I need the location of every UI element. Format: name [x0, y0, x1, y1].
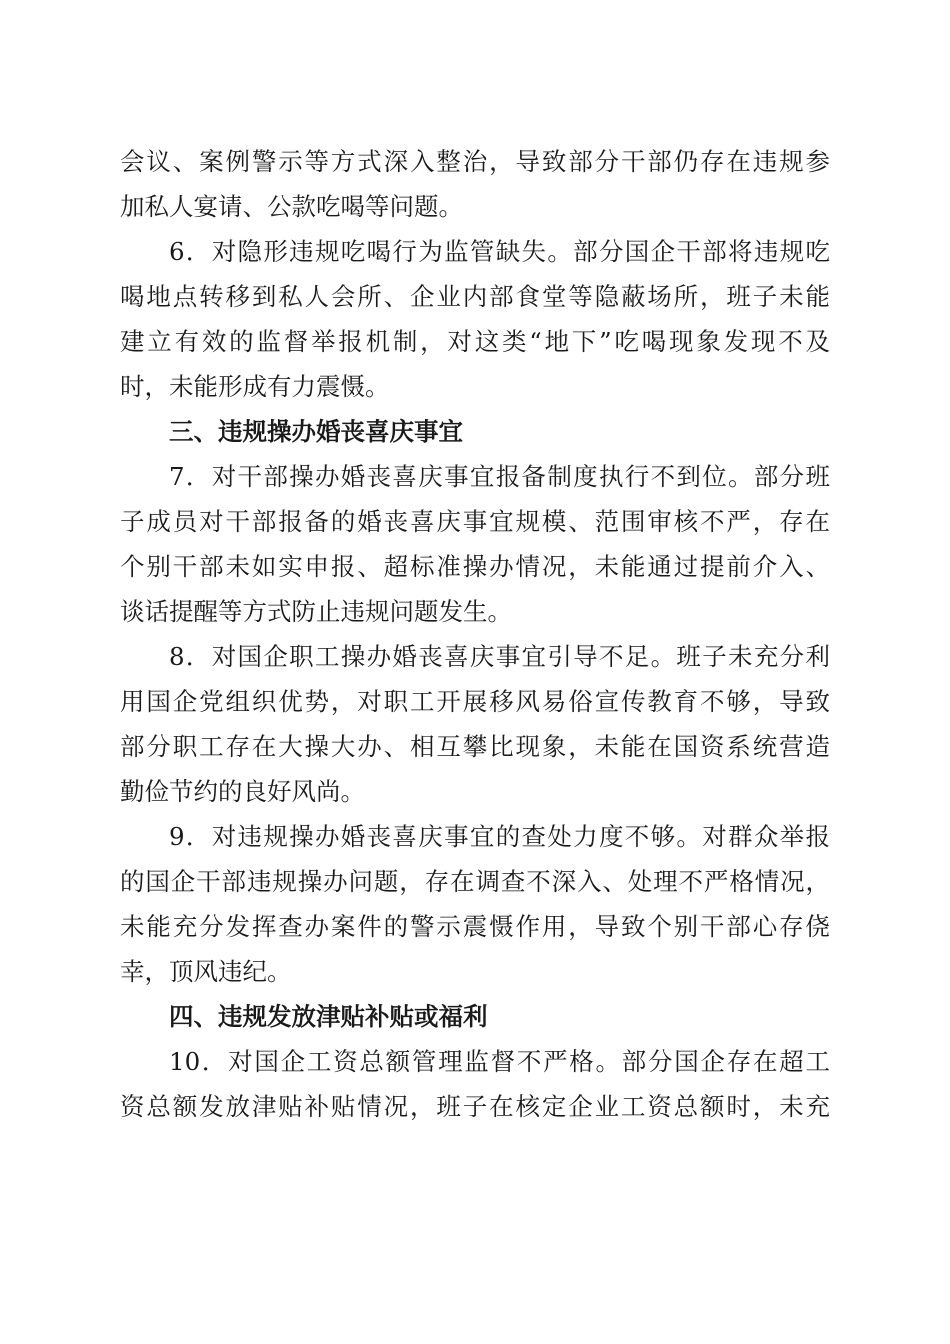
text-line: 7．对干部操办婚丧喜庆事宜报备制度执行不到位。部分班 [169, 462, 830, 491]
text-line: 勤俭节约的良好风尚。 [120, 777, 365, 806]
text-line: 时，未能形成有力震慑。 [120, 372, 390, 401]
text-line: 未能充分发挥查办案件的警示震慑作用，导致个别干部心存侥 [120, 912, 830, 941]
text-line: 建立有效的监督举报机制，对这类“地下”吃喝现象发现不及 [120, 327, 830, 356]
text-line: 用国企党组织优势，对职工开展移风易俗宣传教育不够，导致 [120, 687, 830, 716]
text-line: 会议、案例警示等方式深入整治，导致部分干部仍存在违规参 [120, 147, 830, 176]
text-line: 加私人宴请、公款吃喝等问题。 [120, 192, 463, 221]
paragraph-item-10 [120, 1039, 830, 1129]
text-line: 8．对国企职工操办婚丧喜庆事宜引导不足。班子未充分利 [169, 642, 830, 671]
text-line: 9．对违规操办婚丧喜庆事宜的查处力度不够。对群众举报 [169, 822, 830, 851]
text-line: 幸，顶风违纪。 [120, 957, 292, 986]
text-line: 部分职工存在大操大办、相互攀比现象，未能在国资系统营造 [120, 732, 830, 761]
text-line: 喝地点转移到私人会所、企业内部食堂等隐蔽场所，班子未能 [120, 282, 830, 311]
section-heading-3: 三、违规操办婚丧喜庆事宜 [169, 417, 463, 446]
text-line: 个别干部未如实申报、超标准操办情况，未能通过提前介入、 [120, 552, 830, 581]
paragraph-item-8 [120, 634, 830, 814]
text-line: 的国企干部违规操办问题，存在调查不深入、处理不严格情况， [120, 867, 830, 896]
text-line: 6．对隐形违规吃喝行为监管缺失。部分国企干部将违规吃 [169, 237, 830, 266]
paragraph-item-6 [120, 229, 830, 409]
text-line: 子成员对干部报备的婚丧喜庆事宜规模、范围审核不严，存在 [120, 507, 830, 536]
paragraph-continuation [120, 139, 830, 229]
section-heading-4: 四、违规发放津贴补贴或福利 [169, 1002, 488, 1031]
text-line: 资总额发放津贴补贴情况，班子在核定企业工资总额时，未充 [120, 1092, 830, 1121]
paragraph-item-7 [120, 454, 830, 634]
document-page [120, 139, 830, 1129]
text-line: 10．对国企工资总额管理监督不严格。部分国企存在超工 [169, 1047, 830, 1076]
paragraph-item-9 [120, 814, 830, 994]
text-line: 谈话提醒等方式防止违规问题发生。 [120, 597, 512, 626]
